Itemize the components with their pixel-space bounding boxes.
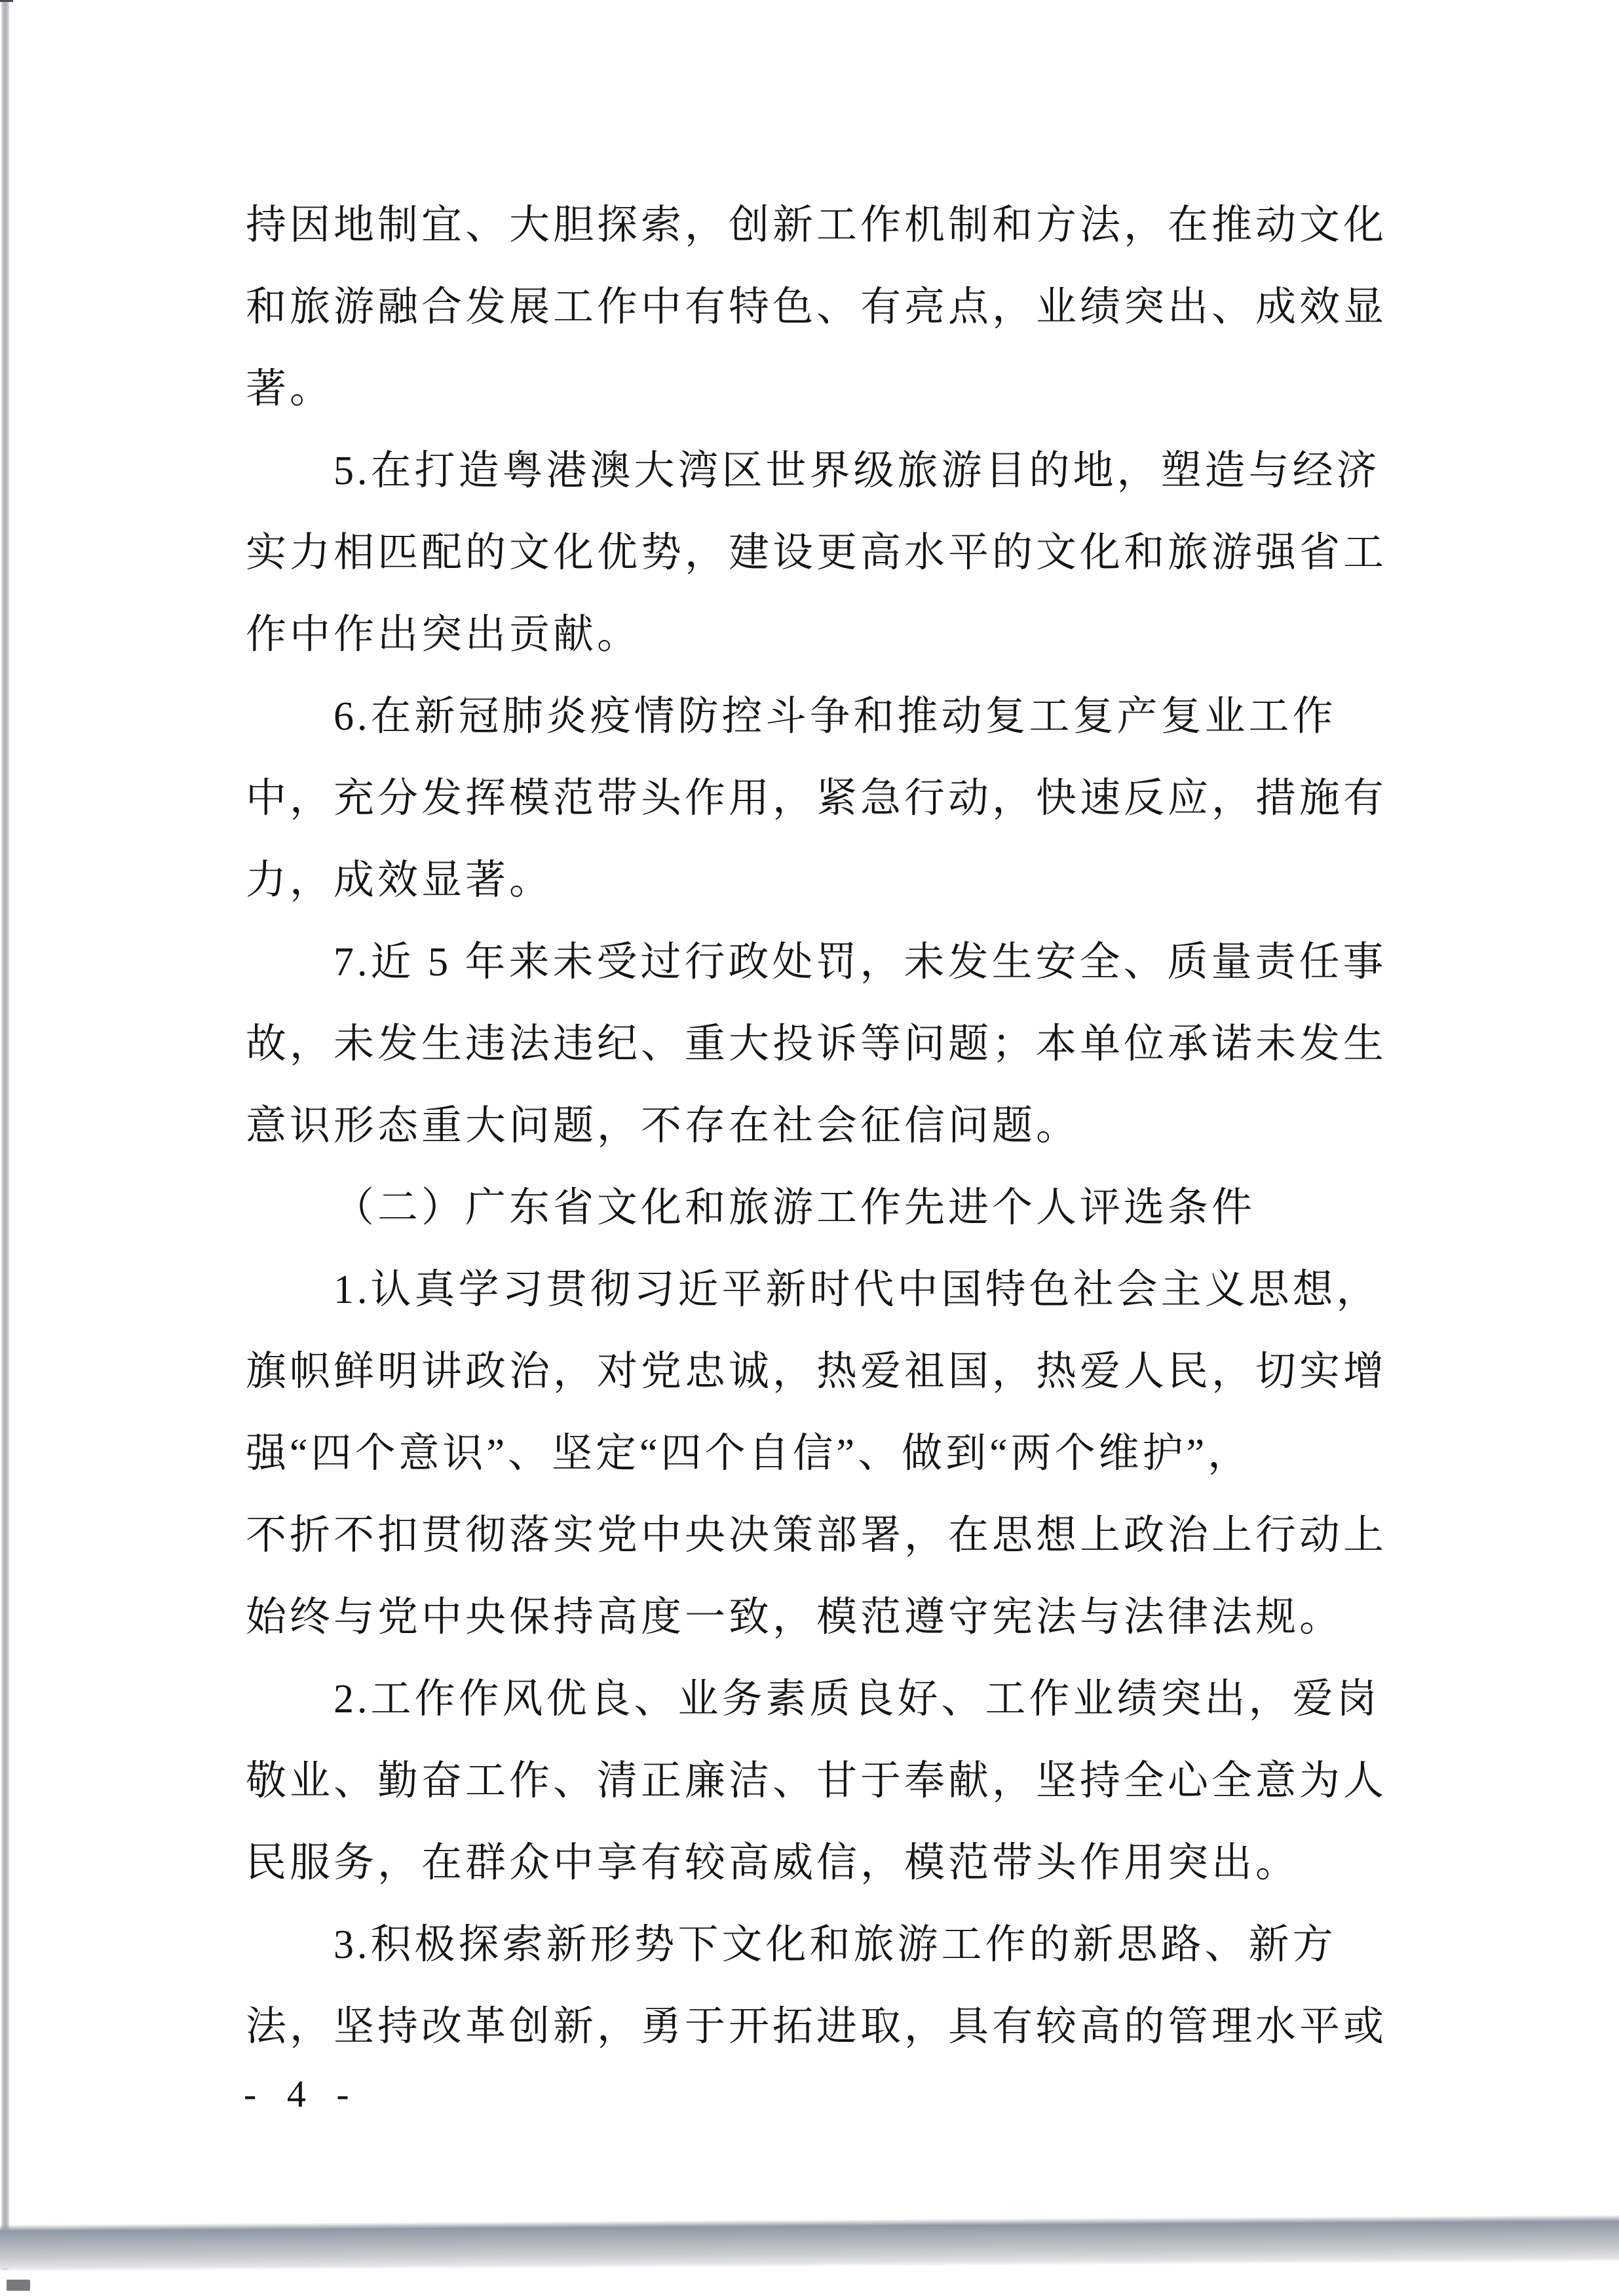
text-line: 7.近 5 年来未受过行政处罚，未发生安全、质量责任事 (333, 940, 1387, 985)
text-line: 实力相匹配的文化优势，建设更高水平的文化和旅游强省工 (246, 531, 1388, 575)
text-line: 始终与党中央保持高度一致，模范遵守宪法与法律法规。 (246, 1595, 1344, 1640)
text-line: 3.积极探索新形势下文化和旅游工作的新思路、新方 (333, 1923, 1337, 1967)
text-line: 5.在打造粤港澳大湾区世界级旅游目的地，塑造与经济 (333, 449, 1381, 493)
text-line: 1.认真学习贯彻习近平新时代中国特色社会主义思想， (333, 1268, 1381, 1312)
text-line: 敬业、勤奋工作、清正廉洁、甘于奉献，坚持全心全意为人 (246, 1759, 1388, 1803)
scan-edge-artifact-left (1, 0, 10, 2270)
text-line: 法，坚持改革创新，勇于开拓进取，具有较高的管理水平或 (246, 2004, 1388, 2049)
text-line: 6.在新冠肺炎疫情防控斗争和推动复工复产复业工作 (333, 694, 1337, 739)
text-line: 著。 (246, 367, 334, 411)
text-line: 2.工作作风优良、业务素质良好、工作业绩突出，爱岗 (333, 1677, 1381, 1722)
text-line: 强“四个意识”、坚定“四个自信”、做到“两个维护”， (246, 1431, 1252, 1476)
text-line: 旗帜鲜明讲政治，对党忠诚，热爱祖国，热爱人民，切实增 (246, 1349, 1388, 1394)
text-line: 和旅游融合发展工作中有特色、有亮点，业绩突出、成效显 (246, 285, 1388, 329)
text-line: 故，未发生违法违纪、重大投诉等问题；本单位承诺未发生 (246, 1022, 1388, 1066)
text-line: 意识形态重大问题，不存在社会征信问题。 (246, 1104, 1080, 1148)
scan-band-artifact-bottom (0, 2215, 1619, 2272)
text-line: 民服务，在群众中享有较高威信，模范带头作用突出。 (246, 1841, 1300, 1885)
text-line: （二）广东省文化和旅游工作先进个人评选条件 (333, 1186, 1256, 1230)
text-line: 中，充分发挥模范带头作用，紧急行动，快速反应，措施有 (246, 776, 1388, 821)
text-line: 作中作出突出贡献。 (246, 612, 641, 657)
scan-smudge-bottom-left (7, 2280, 30, 2291)
text-line: 力，成效显著。 (246, 858, 554, 903)
scan-tick-top-left (0, 0, 13, 2)
page-number: - 4 - (244, 2073, 360, 2115)
text-line: 不折不扣贯彻落实党中央决策部署，在思想上政治上行动上 (246, 1513, 1388, 1558)
text-line: 持因地制宜、大胆探索，创新工作机制和方法，在推动文化 (246, 203, 1388, 248)
document-text-block (246, 185, 1391, 2068)
